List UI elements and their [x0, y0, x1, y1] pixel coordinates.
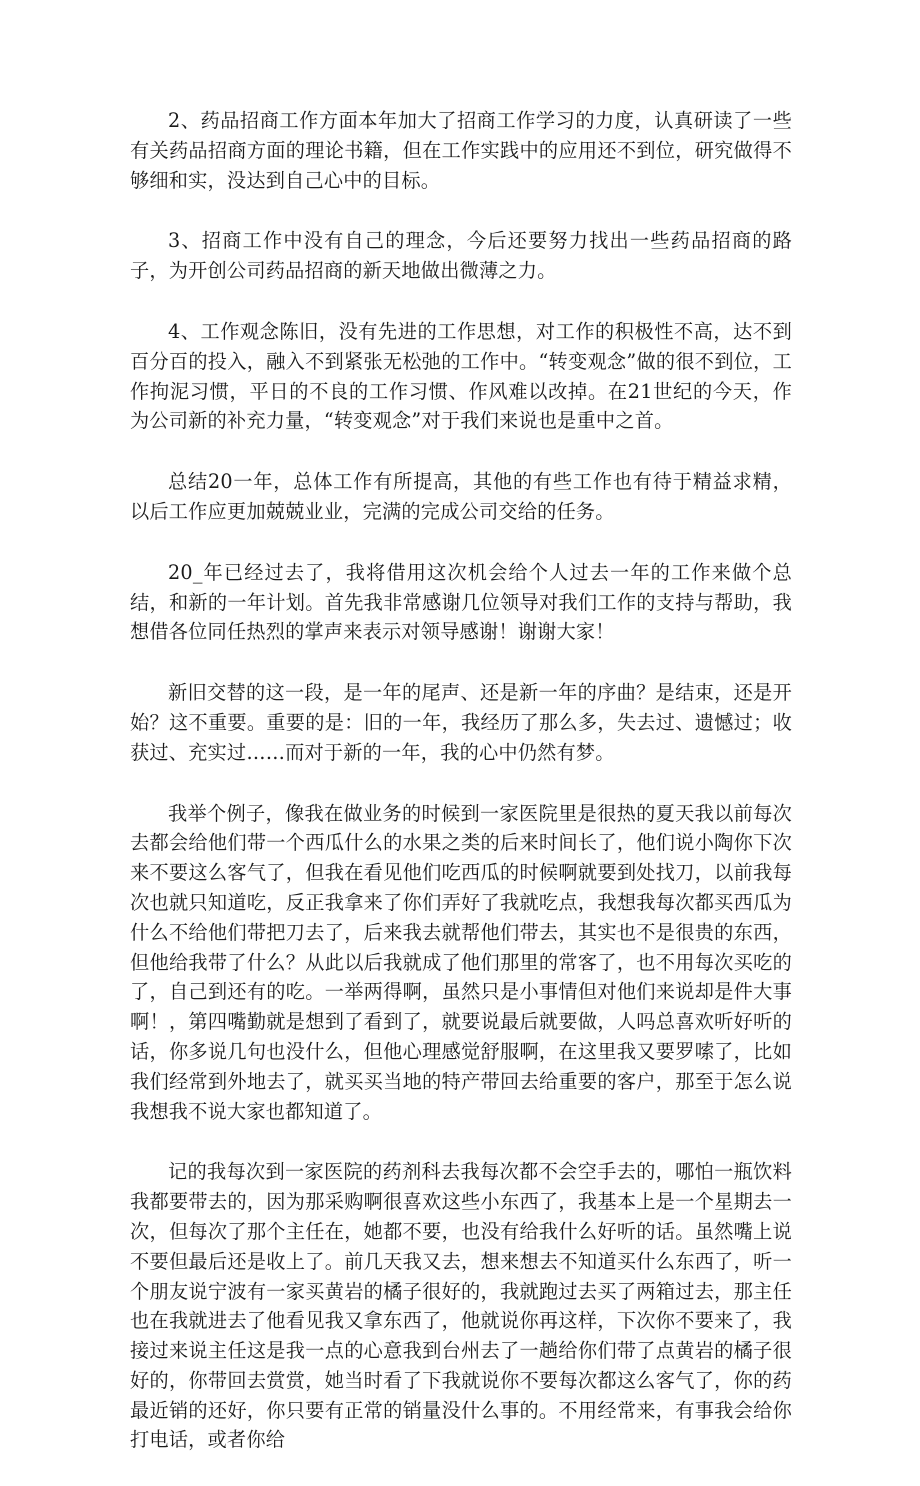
paragraph-summary: 总结20一年，总体工作有所提高，其他的有些工作也有待于精益求精，以后工作应更加兢兢业业，完满的完成公司交给的任务。	[130, 470, 792, 523]
document-body	[130, 106, 792, 1486]
paragraph-example: 我举个例子，像我在做业务的时候到一家医院里是很热的夏天我以前每次去都会给他们带一个西瓜什么的水果之类的后来时间长了，他们说小陶你下次来不要这么客气了，但我在看见他们吃西瓜的时候啊就要到处找刀，以前我每次也就只知道吃，反正我拿来了你们弄好了我就吃点，我想我每次都买西瓜为什么不给他们带把刀去了，后来我去就帮他们带去，其实也不是很贵的东西，但他给我带了什么？从此以后我就成了他们那里的常客了，也不用每次买吃的了，自己到还有的吃。一举两得啊，虽然只是小事情但对他们来说却是件大事啊！，第四嘴勤就是想到了看到了，就要说最后就要做，人吗总喜欢听好听的话，你多说几句也没什么，但他心理感觉舒服啊，在这里我又要罗嗦了，比如我们经常到外地去了，就买买当地的特产带回去给重要的客户，那至于怎么说我想我不说大家也都知道了。	[130, 801, 792, 1123]
paragraph-item-3: 3、招商工作中没有自己的理念，今后还要努力找出一些药品招商的路子，为开创公司药品招商的新天地做出微薄之力。	[130, 229, 792, 283]
paragraph-item-2: 2、药品招商工作方面本年加大了招商工作学习的力度，认真研读了一些有关药品招商方面的理论书籍，但在工作实践中的应用还不到位，研究做得不够细和实，没达到自己心中的目标。	[130, 109, 792, 192]
paragraph-pharmacy-story: 记的我每次到一家医院的药剂科去我每次都不会空手去的，哪怕一瓶饮料我都要带去的，因为那采购啊很喜欢这些小东西了，我基本上是一个星期去一次，但每次了那个主任在，她都不要，也没有给我什么好听的话。虽然嘴上说不要但最后还是收上了。前几天我又去，想来想去不知道买什么东西了，听一个朋友说宁波有一家买黄岩的橘子很好的，我就跑过去买了两箱过去，那主任也在我就进去了他看见我又拿东西了，他就说你再这样，下次你不要来了，我接过来说主任这是我一点的心意我到台州去了一趟给你们带了点黄岩的橘子很好的，你带回去赏赏，她当时看了下我就说你不要每次都这么客气了，你的药最近销的还好，你只要有正常的销量没什么事的。不用经常来，有事我会给你打电话，或者你给	[130, 1160, 792, 1452]
paragraph-year-review: 20_年已经过去了，我将借用这次机会给个人过去一年的工作来做个总结，和新的一年计划。首先我非常感谢几位领导对我们工作的支持与帮助，我想借各位同任热烈的掌声来表示对领导感谢！谢谢大家！	[130, 560, 792, 644]
paragraph-item-4: 4、工作观念陈旧，没有先进的工作思想，对工作的积极性不高，达不到百分百的投入，融入不到紧张无松弛的工作中。“转变观念”做的很不到位，工作拘泥习惯，平日的不良的工作习惯、作风难以改掉。在21世纪的今天，作为公司新的补充力量，“转变观念”对于我们来说也是重中之首。	[130, 319, 792, 433]
paragraph-transition: 新旧交替的这一段，是一年的尾声、还是新一年的序曲？是结束，还是开始？这不重要。重要的是：旧的一年，我经历了那么多，失去过、遗憾过；收获过、充实过……而对于新的一年，我的心中仍然有梦。	[130, 681, 792, 764]
